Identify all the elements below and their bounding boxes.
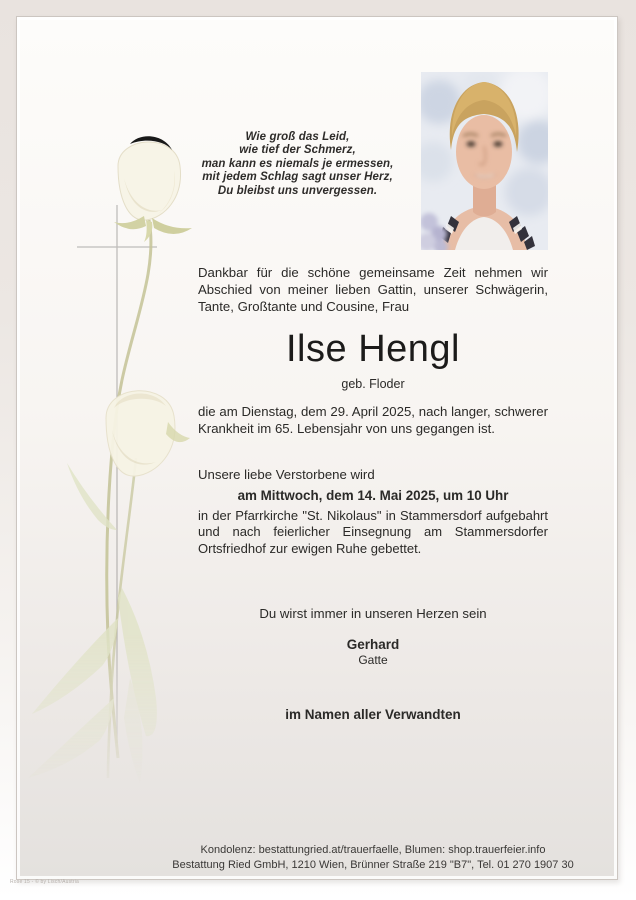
mourner-name: Gerhard: [346, 637, 400, 652]
mourner-relation: Gatte: [358, 653, 388, 667]
poem-line: Du bleibst uns unvergessen.: [217, 184, 378, 197]
intro-paragraph: Dankbar für die schöne gemeinsame Zeit nehmen wir Abschied von meiner lieben Gattin, unserer Schwägerin, Tante, Großtante und Cousine, Frau: [198, 265, 548, 314]
funeral-home-address: Bestattung Ried GmbH, 1210 Wien, Brünner Straße 219 "B7", Tel. 01 270 1907 30: [172, 859, 574, 871]
poem-line: wie tief der Schmerz,: [239, 144, 356, 157]
condolence-links: Kondolenz: bestattungried.at/trauerfaelle, Blumen: shop.trauerfeier.info: [200, 844, 546, 856]
poem-line: mit jedem Schlag sagt unser Herz,: [202, 171, 393, 184]
service-lead: Unsere liebe Verstorbene wird: [198, 467, 375, 482]
white-rose-illustration: [18, 118, 213, 808]
closing-line: im Namen aller Verwandten: [285, 707, 461, 722]
funeral-home-footer: [148, 843, 598, 873]
artwork-credit-watermark: Rose 15 - © by Lisch/Austria: [10, 879, 80, 885]
portrait-photo: [421, 72, 548, 250]
farewell-line: Du wirst immer in unseren Herzen sein: [259, 606, 487, 621]
death-details: die am Dienstag, dem 29. April 2025, nach langer, schwerer Krankheit im 65. Lebensjahr von uns gegangen ist.: [198, 404, 548, 436]
service-datetime: am Mittwoch, dem 14. Mai 2025, um 10 Uhr: [237, 488, 509, 503]
memorial-poem: [175, 131, 420, 198]
service-details: in der Pfarrkirche "St. Nikolaus" in Stammersdorf aufgebahrt und nach feierlicher Einsegnung am Stammersdorfer Ortsfriedhof zur ewigen Ruhe gebettet.: [198, 508, 548, 556]
rose-and-cross-artwork: [18, 118, 213, 808]
rose-bloom-lower: [106, 391, 190, 476]
poem-line: man kann es niemals je ermessen,: [201, 157, 394, 170]
poem-line: Wie groß das Leid,: [245, 131, 350, 143]
maiden-name: geb. Floder: [341, 377, 405, 391]
deceased-name: Ilse Hengl: [286, 328, 460, 370]
